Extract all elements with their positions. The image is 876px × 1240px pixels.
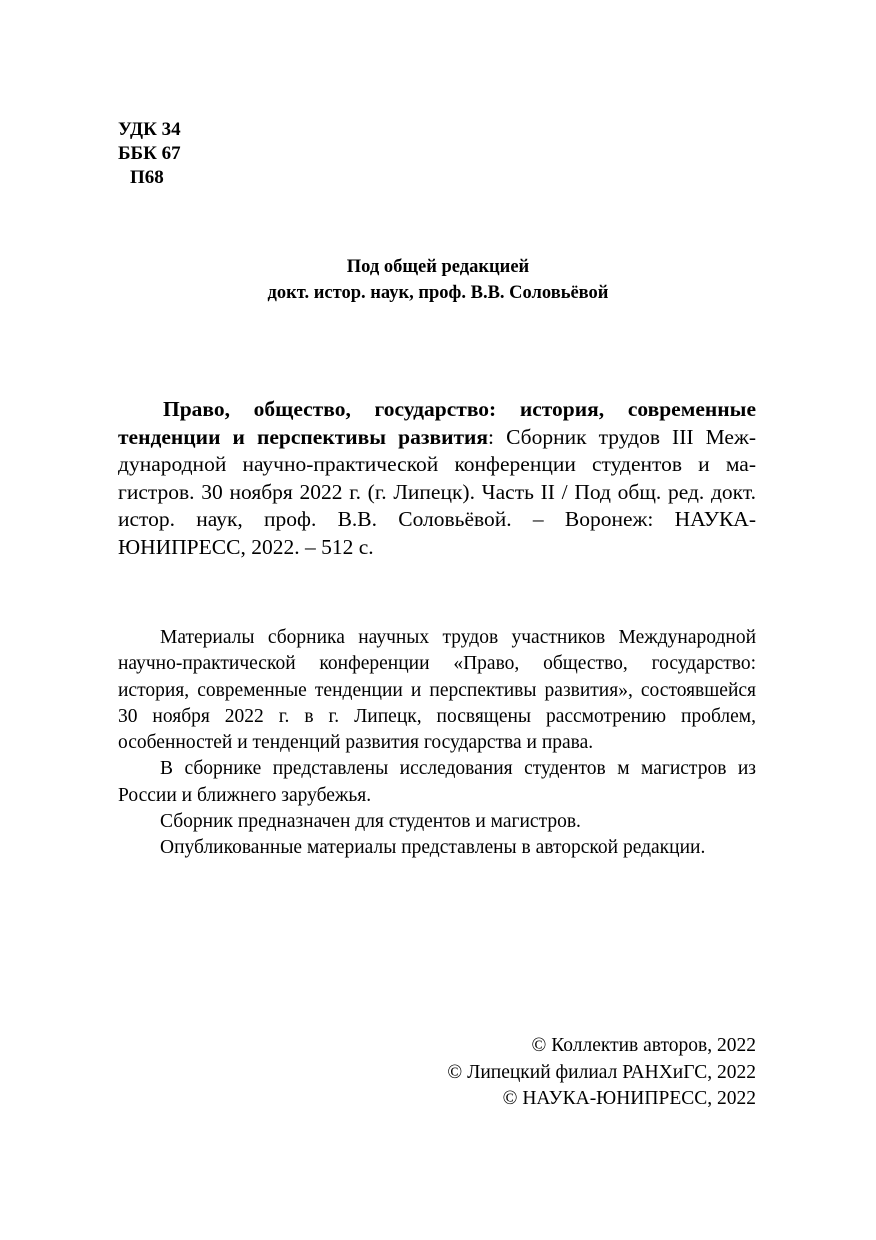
bibliographic-description <box>118 396 756 561</box>
author-sign: П68 <box>130 167 164 188</box>
annotation-paragraph-1: Материалы сборника научных трудов участников Международной научно-практической конференции «Право, общество, государство: история, современные тенденции и перспективы развития», состоявшейся 30 ноября 2022 г. в г. Липецк, посвящены рассмотрению проблем, особенностей и тенденций развития государства и права. <box>118 627 756 754</box>
copyright-block <box>447 1033 756 1113</box>
udk-code: УДК 34 <box>118 119 181 140</box>
copyright-ranepa: © Липецкий филиал РАНХиГС, 2022 <box>447 1061 756 1083</box>
editor-line-2: докт. истор. наук, проф. В.В. Соловьёвой <box>267 283 609 303</box>
annotation-paragraph-3: Сборник предназначен для студентов и магистров. <box>160 811 581 833</box>
copyright-authors: © Коллектив авторов, 2022 <box>531 1035 756 1056</box>
copyright-publisher: © НАУКА-ЮНИПРЕСС, 2022 <box>502 1088 756 1109</box>
bibliographic-details: : Сборник трудов III Международной научно-практической конференции студентов и магистров. 30 ноября 2022 г. (г. Липецк). Часть II / Под общ. ред. докт. истор. наук, проф. В.В. Соловьёвой. – Воронеж: НАУКА-ЮНИПРЕСС, 2022. – 512 с. <box>118 424 756 559</box>
annotation-paragraph-4: Опубликованные материалы представлены в авторской редакции. <box>160 837 706 859</box>
classification-codes <box>118 118 181 190</box>
bbk-code: ББК 67 <box>118 143 181 164</box>
book-title: Право, общество, государство: история, современные тенденции и перспективы развития <box>118 397 756 449</box>
editor-block <box>120 254 756 306</box>
editor-line-1: Под общей редакцией <box>346 257 530 277</box>
annotation <box>118 625 756 862</box>
annotation-paragraph-2: В сборнике представлены исследования студентов м магистров из России и ближнего зарубежья. <box>118 758 756 806</box>
